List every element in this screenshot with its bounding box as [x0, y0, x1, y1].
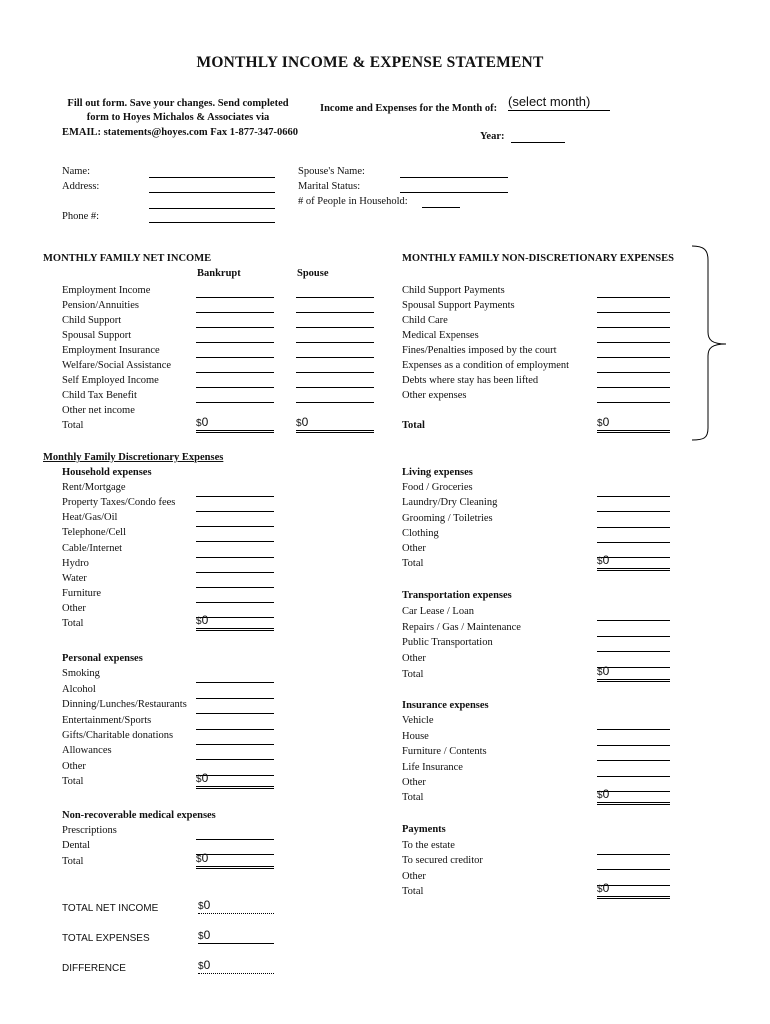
nondisc-label-debts-where-stay-has-been-lifted: Debts where stay has been lifted [402, 375, 539, 386]
discretionary-heading: Monthly Family Discretionary Expenses [43, 452, 224, 463]
income-spouse-child-tax-benefit-input[interactable] [296, 388, 374, 403]
income-spouse-spousal-support-input[interactable] [296, 328, 374, 343]
medical-prescriptions-input[interactable] [196, 825, 274, 840]
income-label-self-employed-income: Self Employed Income [62, 375, 159, 386]
income-bankrupt-welfare-social-assistance-input[interactable] [196, 358, 274, 373]
transportation-label-other: Other [402, 653, 426, 664]
name-input[interactable] [149, 163, 275, 178]
address-label: Address: [62, 181, 100, 192]
household-hydro-input[interactable] [196, 558, 274, 573]
household-telephone-cell-input[interactable] [196, 527, 274, 542]
nondisc-label-child-support-payments: Child Support Payments [402, 285, 505, 296]
income-label-employment-income: Employment Income [62, 285, 151, 296]
income-bankrupt-spousal-support-input[interactable] [196, 328, 274, 343]
currency-symbol: $ [597, 790, 603, 801]
col-bankrupt-header: Bankrupt [197, 268, 241, 279]
medical-total-label: Total [62, 856, 84, 867]
personal-label-dinning-lunches-restaurants: Dinning/Lunches/Restaurants [62, 699, 187, 710]
personal-allowances-input[interactable] [196, 745, 274, 760]
total-net-income-value: 0 [203, 898, 211, 912]
nondisc-label-other-expenses: Other expenses [402, 390, 467, 401]
income-label-spousal-support: Spousal Support [62, 330, 132, 341]
total-value: 0 [201, 613, 209, 627]
personal-label-allowances: Allowances [62, 745, 112, 756]
income-spouse-employment-income-input[interactable] [296, 283, 374, 298]
year-input[interactable] [511, 128, 565, 143]
insurance-house-input[interactable] [597, 731, 670, 746]
personal-entertainment-sports-input[interactable] [196, 715, 274, 730]
income-spouse-child-support-input[interactable] [296, 313, 374, 328]
instructions-line-1: Fill out form. Save your changes. Send completed [67, 98, 289, 109]
currency-symbol: $ [198, 901, 204, 912]
total-net-income-field [198, 898, 274, 914]
phone-input[interactable] [149, 208, 275, 223]
spouse-name-input[interactable] [400, 163, 508, 178]
phone-label: Phone #: [62, 211, 100, 222]
household-label-other: Other [62, 603, 86, 614]
medical-label-dental: Dental [62, 840, 90, 851]
currency-symbol: $ [296, 418, 302, 429]
total-value: 0 [602, 664, 610, 678]
household-total [196, 613, 274, 631]
transportation-total-label: Total [402, 669, 424, 680]
household-label-heat-gas-oil: Heat/Gas/Oil [62, 512, 118, 523]
income-spouse-welfare-social-assistance-input[interactable] [296, 358, 374, 373]
nondisc-medical-expenses-input[interactable] [597, 328, 670, 343]
month-label: Income and Expenses for the Month of: [320, 103, 498, 114]
personal-smoking-input[interactable] [196, 668, 274, 683]
transportation-label-repairs-gas-maintenance: Repairs / Gas / Maintenance [402, 622, 521, 633]
currency-symbol: $ [196, 774, 202, 785]
household-label-rent-mortgage: Rent/Mortgage [62, 482, 126, 493]
nondisc-child-care-input[interactable] [597, 313, 670, 328]
living-laundry-dry-cleaning-input[interactable] [597, 497, 670, 512]
household-label: # of People in Household: [298, 196, 408, 207]
living-label-other: Other [402, 543, 426, 554]
total-value: 0 [602, 415, 610, 429]
net-income-total-bankrupt [196, 415, 274, 433]
currency-symbol: $ [597, 884, 603, 895]
payments-total [597, 881, 670, 899]
marital-status-label: Marital Status: [298, 181, 361, 192]
medical-heading: Non-recoverable medical expenses [62, 810, 216, 821]
insurance-label-furniture-contents: Furniture / Contents [402, 746, 487, 757]
personal-total-label: Total [62, 776, 84, 787]
household-label-property-taxes-condo-fees: Property Taxes/Condo fees [62, 497, 176, 508]
payments-label-other: Other [402, 871, 426, 882]
household-furniture-input[interactable] [196, 588, 274, 603]
payments-heading: Payments [402, 824, 446, 835]
page-title: MONTHLY INCOME & EXPENSE STATEMENT [196, 54, 544, 71]
nondisc-fines-penalties-imposed-by-the-court-input[interactable] [597, 343, 670, 358]
net-income-total-label: Total [62, 420, 84, 431]
insurance-heading: Insurance expenses [402, 700, 489, 711]
brace-icon [690, 244, 730, 444]
col-spouse-header: Spouse [297, 268, 329, 279]
currency-symbol: $ [597, 418, 603, 429]
non-discretionary-total-label: Total [402, 420, 425, 431]
income-spouse-employment-insurance-input[interactable] [296, 343, 374, 358]
living-label-clothing: Clothing [402, 528, 439, 539]
household-label-hydro: Hydro [62, 558, 89, 569]
income-label-welfare-social-assistance: Welfare/Social Assistance [62, 360, 172, 371]
month-select[interactable]: (select month) [508, 94, 610, 111]
household-heat-gas-oil-input[interactable] [196, 512, 274, 527]
instructions-line-2: form to Hoyes Michalos & Associates via [86, 112, 270, 123]
household-heading: Household expenses [62, 467, 152, 478]
year-label: Year: [480, 131, 505, 142]
transportation-label-car-lease-loan: Car Lease / Loan [402, 606, 475, 617]
insurance-label-other: Other [402, 777, 426, 788]
net-income-total-spouse [296, 415, 374, 433]
personal-heading: Personal expenses [62, 653, 143, 664]
insurance-vehicle-input[interactable] [597, 715, 670, 730]
insurance-label-vehicle: Vehicle [402, 715, 434, 726]
name-label: Name: [62, 166, 90, 177]
income-spouse-pension-annuities-input[interactable] [296, 298, 374, 313]
instructions-line-3: EMAIL: statements@hoyes.com Fax 1-877-347-0660 [61, 127, 299, 138]
living-label-food-groceries: Food / Groceries [402, 482, 473, 493]
income-bankrupt-employment-insurance-input[interactable] [196, 343, 274, 358]
nondisc-expenses-as-a-condition-of-employment-input[interactable] [597, 358, 670, 373]
total-value: 0 [201, 851, 209, 865]
living-food-groceries-input[interactable] [597, 482, 670, 497]
transportation-total [597, 664, 670, 682]
transportation-car-lease-loan-input[interactable] [597, 606, 670, 621]
transportation-label-public-transportation: Public Transportation [402, 637, 493, 648]
currency-symbol: $ [597, 556, 603, 567]
currency-symbol: $ [196, 854, 202, 865]
payments-to-secured-creditor-input[interactable] [597, 855, 670, 870]
insurance-total [597, 787, 670, 805]
living-total [597, 553, 670, 571]
personal-label-entertainment-sports: Entertainment/Sports [62, 715, 152, 726]
nondisc-label-spousal-support-payments: Spousal Support Payments [402, 300, 515, 311]
nondisc-label-fines-penalties-imposed-by-the-court: Fines/Penalties imposed by the court [402, 345, 557, 356]
personal-label-smoking: Smoking [62, 668, 100, 679]
income-bankrupt-employment-income-input[interactable] [196, 283, 274, 298]
household-total-label: Total [62, 618, 84, 629]
personal-gifts-charitable-donations-input[interactable] [196, 730, 274, 745]
income-label-other-net-income: Other net income [62, 405, 135, 416]
net-income-heading: MONTHLY FAMILY NET INCOME [43, 253, 212, 264]
household-property-taxes-condo-fees-input[interactable] [196, 497, 274, 512]
personal-label-gifts-charitable-donations: Gifts/Charitable donations [62, 730, 174, 741]
currency-symbol: $ [597, 667, 603, 678]
total-value: 0 [201, 415, 209, 429]
medical-total [196, 851, 274, 869]
income-bankrupt-self-employed-income-input[interactable] [196, 373, 274, 388]
total-expenses-field [198, 928, 274, 944]
nondisc-label-expenses-as-a-condition-of-employment: Expenses as a condition of employment [402, 360, 570, 371]
nondisc-other-expenses-input[interactable] [597, 388, 670, 403]
living-label-laundry-dry-cleaning: Laundry/Dry Cleaning [402, 497, 498, 508]
income-bankrupt-child-support-input[interactable] [196, 313, 274, 328]
currency-symbol: $ [196, 418, 202, 429]
address-input-2[interactable] [149, 194, 275, 209]
difference-field [198, 958, 274, 974]
total-net-income-label: TOTAL NET INCOME [62, 903, 159, 914]
household-cable-internet-input[interactable] [196, 543, 274, 558]
income-spouse-self-employed-income-input[interactable] [296, 373, 374, 388]
living-grooming-toiletries-input[interactable] [597, 513, 670, 528]
income-label-pension-annuities: Pension/Annuities [62, 300, 140, 311]
income-bankrupt-pension-annuities-input[interactable] [196, 298, 274, 313]
nondisc-child-support-payments-input[interactable] [597, 283, 670, 298]
insurance-label-life-insurance: Life Insurance [402, 762, 463, 773]
nondisc-label-child-care: Child Care [402, 315, 448, 326]
spouse-name-label: Spouse's Name: [298, 166, 365, 177]
payments-to-the-estate-input[interactable] [597, 840, 670, 855]
payments-label-to-the-estate: To the estate [402, 840, 455, 851]
currency-symbol: $ [196, 616, 202, 627]
personal-alcohol-input[interactable] [196, 684, 274, 699]
nondisc-spousal-support-payments-input[interactable] [597, 298, 670, 313]
marital-status-input[interactable] [400, 178, 508, 193]
total-value: 0 [301, 415, 309, 429]
transportation-heading: Transportation expenses [402, 590, 512, 601]
total-value: 0 [602, 787, 610, 801]
payments-label-to-secured-creditor: To secured creditor [402, 855, 483, 866]
total-value: 0 [602, 553, 610, 567]
household-rent-mortgage-input[interactable] [196, 482, 274, 497]
total-expenses-value: 0 [203, 928, 211, 942]
household-water-input[interactable] [196, 573, 274, 588]
transportation-repairs-gas-maintenance-input[interactable] [597, 622, 670, 637]
income-bankrupt-child-tax-benefit-input[interactable] [196, 388, 274, 403]
personal-label-alcohol: Alcohol [62, 684, 96, 695]
non-discretionary-heading: MONTHLY FAMILY NON-DISCRETIONARY EXPENSES [402, 253, 674, 264]
household-label-cable-internet: Cable/Internet [62, 543, 123, 554]
difference-label: DIFFERENCE [62, 963, 126, 974]
nondisc-label-medical-expenses: Medical Expenses [402, 330, 479, 341]
household-input[interactable] [422, 193, 460, 208]
living-label-grooming-toiletries: Grooming / Toiletries [402, 513, 493, 524]
transportation-public-transportation-input[interactable] [597, 637, 670, 652]
medical-label-prescriptions: Prescriptions [62, 825, 117, 836]
living-clothing-input[interactable] [597, 528, 670, 543]
currency-symbol: $ [198, 961, 204, 972]
living-total-label: Total [402, 558, 424, 569]
income-label-child-tax-benefit: Child Tax Benefit [62, 390, 137, 401]
insurance-label-house: House [402, 731, 429, 742]
total-value: 0 [602, 881, 610, 895]
income-label-child-support: Child Support [62, 315, 122, 326]
address-input-1[interactable] [149, 178, 275, 193]
total-value: 0 [201, 771, 209, 785]
total-expenses-label: TOTAL EXPENSES [62, 933, 150, 944]
payments-total-label: Total [402, 886, 424, 897]
insurance-furniture-contents-input[interactable] [597, 746, 670, 761]
living-heading: Living expenses [402, 467, 473, 478]
household-label-telephone-cell: Telephone/Cell [62, 527, 126, 538]
household-label-furniture: Furniture [62, 588, 102, 599]
nondisc-debts-where-stay-has-been-lifted-input[interactable] [597, 373, 670, 388]
non-discretionary-total [597, 415, 670, 433]
difference-value: 0 [203, 958, 211, 972]
household-label-water: Water [62, 573, 87, 584]
insurance-total-label: Total [402, 792, 424, 803]
personal-total [196, 771, 274, 789]
insurance-life-insurance-input[interactable] [597, 762, 670, 777]
personal-dinning-lunches-restaurants-input[interactable] [196, 699, 274, 714]
currency-symbol: $ [198, 931, 204, 942]
personal-label-other: Other [62, 761, 86, 772]
income-label-employment-insurance: Employment Insurance [62, 345, 160, 356]
